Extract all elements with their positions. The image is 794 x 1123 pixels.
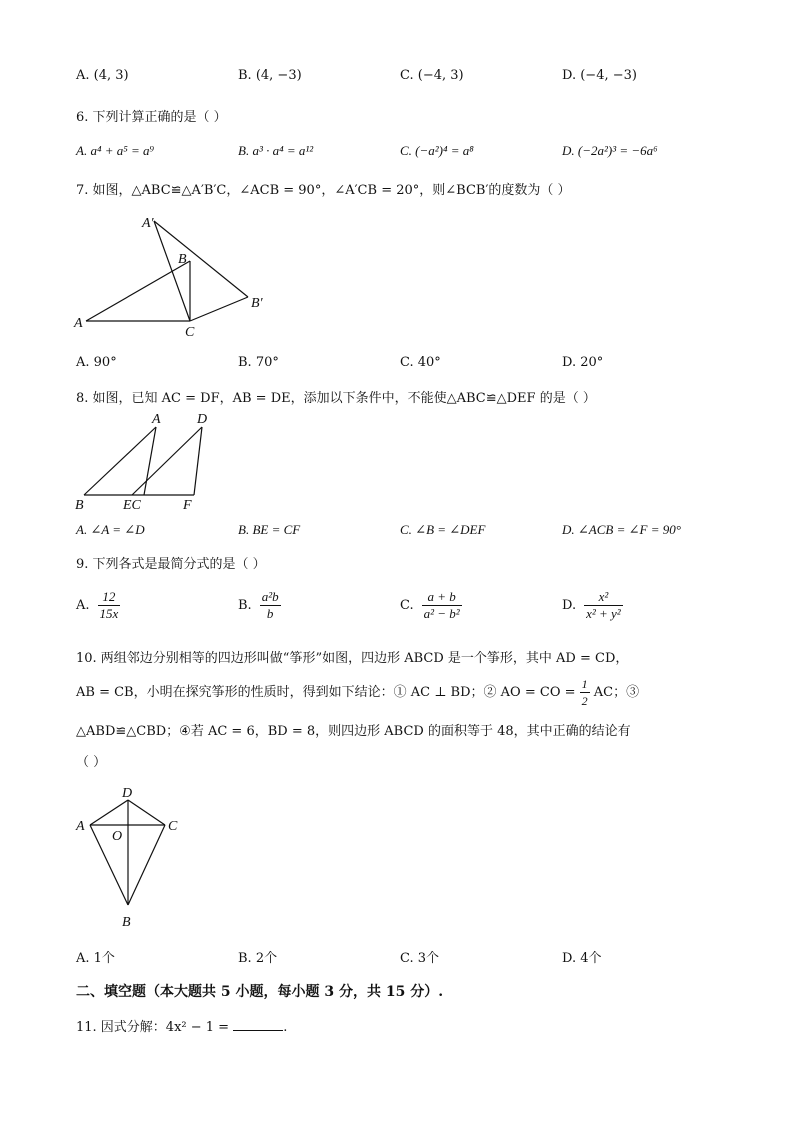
q7-stem: 7. 如图，△ABC≌△A′B′C，∠ACB = 90°，∠A′CB = 20°，则∠BCB′的度数为（ ） [76,183,571,198]
q9-option-d [562,589,623,622]
q7-option-b: B. 70° [238,355,279,370]
label-f: F [183,498,192,513]
section-heading: 二、填空题（本大题共 5 小题，每小题 3 分，共 15 分）. [76,984,444,1000]
label-a: A [152,412,161,427]
q7-option-c: C. 40° [400,355,441,370]
option-letter: D. [562,598,577,613]
q6-option-d: D. (−2a²)³ = −6a⁶ [562,143,658,158]
q9-stem: 9. 下列各式是最简分式的是（ ） [76,557,266,572]
q9-option-b [238,589,281,622]
option-letter: B. [238,598,252,613]
label-b-prime: B′ [251,296,263,311]
q10-line-4: （ ） [76,755,107,770]
fraction: $\frac{a + b}{\text{a² − b²}}$ [423,589,460,621]
q9-option-a [76,589,120,622]
fraction-one-half: $\frac{1}{2}$ [581,677,588,708]
q11-end: . [283,1020,288,1035]
q10-line-3: △ABD≌△CBD；④若 AC = 6，BD = 8，则四边形 ABCD 的面积等于 48，其中正确的结论有 [76,724,631,739]
q7-option-a: A. 90° [76,355,117,370]
label-c: C [185,325,195,340]
q7-option-d: D. 20° [562,355,604,370]
label-b: B [75,498,84,513]
q10-line-2-tail: AC；③ [593,685,640,700]
q5-option-c: C. (−4, 3) [400,68,464,83]
label-a-prime: A′ [142,216,154,231]
q10-option-d: D. 4个 [562,951,602,966]
label-d: D [122,786,133,801]
q11-stem [76,1016,287,1035]
fraction: $\frac{12}{15x}$ [99,589,119,621]
q6-option-a: A. a⁴ + a⁵ = a⁹ [76,143,155,158]
label-a: A [74,316,83,331]
q10-figure [70,780,200,932]
q8-option-a: A. ∠A = ∠D [76,522,145,537]
q9-option-c [400,589,462,622]
label-a: A [76,819,85,834]
q8-figure [70,408,230,516]
label-ec: EC [123,498,141,513]
option-letter: A. [76,598,90,613]
fraction: $\frac{\text{a²b}}{b}$ [261,589,279,621]
q6-option-c: C. (−a²)⁴ = a⁸ [400,143,474,158]
q5-option-d: D. (−4, −3) [562,68,637,83]
q8-option-b: B. BE = CF [238,522,301,537]
q5-option-a: A. (4, 3) [76,68,129,83]
q7-figure [70,205,290,345]
q6-option-b: B. a³ · a⁴ = a¹² [238,143,314,158]
q8-option-d: D. ∠ACB = ∠F = 90° [562,522,681,537]
fraction: $\frac{\text{x²}}{\text{x² + y²}}$ [586,589,621,621]
label-b: B [178,252,187,267]
q5-option-b: B. (4, −3) [238,68,302,83]
q11-text: 11. 因式分解：4x² − 1 = [76,1020,230,1035]
q10-line-2 [76,676,639,709]
answer-blank[interactable] [233,1018,283,1031]
q10-option-b: B. 2个 [238,951,278,966]
q8-stem: 8. 如图，已知 AC = DF，AB = DE，添加以下条件中，不能使△ABC≌△DEF 的是（ ） [76,391,596,406]
q6-stem: 6. 下列计算正确的是（ ） [76,110,227,125]
q10-line-1: 10. 两组邻边分别相等的四边形叫做“筝形”如图，四边形 ABCD 是一个筝形，其中 AD = CD， [76,651,629,666]
q10-line-2-text: AB = CB，小明在探究筝形的性质时，得到如下结论：① AC ⊥ BD；② AO = CO = [76,685,576,700]
label-d: D [197,412,208,427]
option-letter: C. [400,598,414,613]
q10-option-c: C. 3个 [400,951,440,966]
label-c: C [168,819,178,834]
q8-option-c: C. ∠B = ∠DEF [400,522,486,537]
q10-option-a: A. 1个 [76,951,115,966]
label-o: O [112,829,123,844]
label-b: B [122,915,131,930]
